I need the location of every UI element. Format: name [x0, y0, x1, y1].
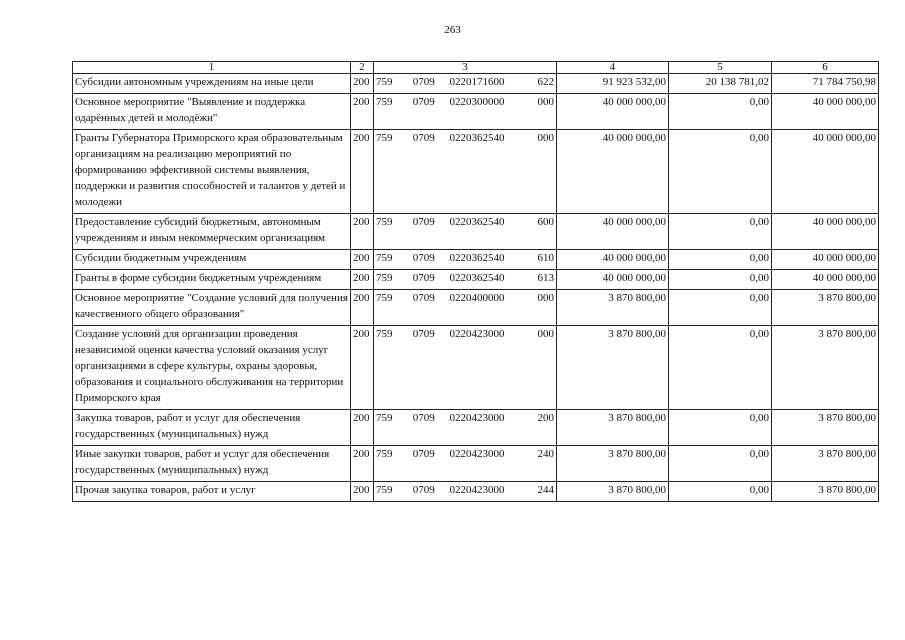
row-csr: 0220362540 [449, 216, 505, 228]
row-dept: 759 [376, 484, 393, 496]
row-grbs: 200 [351, 290, 374, 326]
row-col4: 40 000 000,00 [557, 250, 669, 270]
row-name: Иные закупки товаров, работ и услуг для обеспечения государственных (муниципальных) нужд [73, 446, 351, 482]
row-section: 0709 [412, 132, 435, 144]
table-row [73, 290, 879, 326]
page-number: 263 [444, 24, 461, 36]
row-grbs: 200 [351, 250, 374, 270]
row-col6: 71 784 750,98 [772, 74, 879, 94]
header-cell: 3 [374, 62, 557, 74]
row-codes [374, 250, 557, 270]
row-grbs: 200 [351, 94, 374, 130]
row-vr: 200 [537, 412, 554, 424]
row-col5: 0,00 [669, 482, 772, 502]
row-vr: 000 [537, 132, 554, 144]
row-col5: 0,00 [669, 410, 772, 446]
table-row [73, 326, 879, 410]
row-col5: 0,00 [669, 326, 772, 410]
row-col6: 3 870 800,00 [772, 410, 879, 446]
row-codes [374, 74, 557, 94]
row-name: Гранты Губернатора Приморского края образовательным организациям на реализацию мероприятий по формированию эффективной системы выявления, поддержки и развития способностей и талантов у детей и молодежи [73, 130, 351, 214]
row-section: 0709 [412, 292, 435, 304]
row-vr: 240 [537, 448, 554, 460]
row-section: 0709 [412, 272, 435, 284]
row-dept: 759 [376, 328, 393, 340]
row-col5: 0,00 [669, 290, 772, 326]
row-section: 0709 [412, 96, 435, 108]
row-dept: 759 [376, 252, 393, 264]
row-name: Субсидии автономным учреждениям на иные цели [73, 74, 351, 94]
row-section: 0709 [412, 216, 435, 228]
row-codes [374, 482, 557, 502]
row-vr: 600 [537, 216, 554, 228]
row-grbs: 200 [351, 74, 374, 94]
row-codes [374, 130, 557, 214]
row-vr: 000 [537, 96, 554, 108]
row-col6: 40 000 000,00 [772, 130, 879, 214]
row-csr: 0220362540 [449, 272, 505, 284]
row-csr: 0220362540 [449, 132, 505, 144]
header-row [73, 62, 879, 74]
row-dept: 759 [376, 272, 393, 284]
budget-table [72, 61, 879, 502]
row-col6: 3 870 800,00 [772, 326, 879, 410]
row-col6: 40 000 000,00 [772, 270, 879, 290]
row-col4: 40 000 000,00 [557, 214, 669, 250]
row-name: Гранты в форме субсидии бюджетным учреждениям [73, 270, 351, 290]
row-col6: 3 870 800,00 [772, 482, 879, 502]
row-section: 0709 [412, 448, 435, 460]
row-csr: 0220423000 [449, 448, 505, 460]
header-cell: 4 [557, 62, 669, 74]
table-row [73, 94, 879, 130]
row-grbs: 200 [351, 410, 374, 446]
row-vr: 622 [537, 76, 554, 88]
row-col4: 40 000 000,00 [557, 94, 669, 130]
row-col4: 91 923 532,00 [557, 74, 669, 94]
row-col6: 40 000 000,00 [772, 94, 879, 130]
row-codes [374, 410, 557, 446]
row-vr: 000 [537, 292, 554, 304]
header-cell: 1 [73, 62, 351, 74]
table-row [73, 250, 879, 270]
row-col4: 3 870 800,00 [557, 410, 669, 446]
row-dept: 759 [376, 448, 393, 460]
row-col4: 3 870 800,00 [557, 482, 669, 502]
header-cell: 5 [669, 62, 772, 74]
row-csr: 0220362540 [449, 252, 505, 264]
row-csr: 0220300000 [449, 96, 505, 108]
row-name: Прочая закупка товаров, работ и услуг [73, 482, 351, 502]
row-col5: 0,00 [669, 250, 772, 270]
row-dept: 759 [376, 216, 393, 228]
row-col5: 0,00 [669, 130, 772, 214]
table-row [73, 410, 879, 446]
row-csr: 0220423000 [449, 484, 505, 496]
row-name: Основное мероприятие "Выявление и поддержка одарённых детей и молодёжи" [73, 94, 351, 130]
row-name: Предоставление субсидий бюджетным, автономным учреждениям и иным некоммерческим организациям [73, 214, 351, 250]
row-codes [374, 214, 557, 250]
table-row [73, 130, 879, 214]
row-section: 0709 [412, 252, 435, 264]
row-col6: 40 000 000,00 [772, 214, 879, 250]
header-cell: 2 [351, 62, 374, 74]
row-codes [374, 326, 557, 410]
row-col4: 3 870 800,00 [557, 326, 669, 410]
row-grbs: 200 [351, 326, 374, 410]
row-vr: 613 [537, 272, 554, 284]
row-section: 0709 [412, 76, 435, 88]
row-codes [374, 94, 557, 130]
row-grbs: 200 [351, 482, 374, 502]
row-vr: 610 [537, 252, 554, 264]
row-csr: 0220400000 [449, 292, 505, 304]
row-csr: 0220423000 [449, 328, 505, 340]
row-vr: 000 [537, 328, 554, 340]
row-col4: 3 870 800,00 [557, 290, 669, 326]
table-row [73, 270, 879, 290]
row-col5: 0,00 [669, 446, 772, 482]
row-dept: 759 [376, 292, 393, 304]
table-row [73, 446, 879, 482]
row-col5: 0,00 [669, 214, 772, 250]
row-grbs: 200 [351, 214, 374, 250]
row-section: 0709 [412, 484, 435, 496]
row-dept: 759 [376, 76, 393, 88]
row-dept: 759 [376, 132, 393, 144]
row-grbs: 200 [351, 130, 374, 214]
row-col6: 3 870 800,00 [772, 290, 879, 326]
row-codes [374, 290, 557, 326]
row-col5: 0,00 [669, 94, 772, 130]
row-col6: 3 870 800,00 [772, 446, 879, 482]
row-grbs: 200 [351, 270, 374, 290]
table-row [73, 74, 879, 94]
row-col4: 3 870 800,00 [557, 446, 669, 482]
row-codes [374, 446, 557, 482]
row-vr: 244 [537, 484, 554, 496]
row-name: Основное мероприятие "Создание условий для получения качественного общего образования" [73, 290, 351, 326]
row-col5: 0,00 [669, 270, 772, 290]
row-grbs: 200 [351, 446, 374, 482]
row-col6: 40 000 000,00 [772, 250, 879, 270]
header-cell: 6 [772, 62, 879, 74]
row-col4: 40 000 000,00 [557, 130, 669, 214]
row-csr: 0220171600 [449, 76, 505, 88]
row-name: Создание условий для организации проведения независимой оценки качества условий оказания услуг организациями в сфере культуры, охраны здоровья, образования и социального обслуживания на территории Приморского края [73, 326, 351, 410]
row-name: Субсидии бюджетным учреждениям [73, 250, 351, 270]
table-row [73, 214, 879, 250]
row-codes [374, 270, 557, 290]
table-row [73, 482, 879, 502]
row-section: 0709 [412, 412, 435, 424]
row-dept: 759 [376, 96, 393, 108]
row-section: 0709 [412, 328, 435, 340]
row-dept: 759 [376, 412, 393, 424]
row-csr: 0220423000 [449, 412, 505, 424]
row-col5: 20 138 781,02 [669, 74, 772, 94]
row-name: Закупка товаров, работ и услуг для обеспечения государственных (муниципальных) нужд [73, 410, 351, 446]
row-col4: 40 000 000,00 [557, 270, 669, 290]
